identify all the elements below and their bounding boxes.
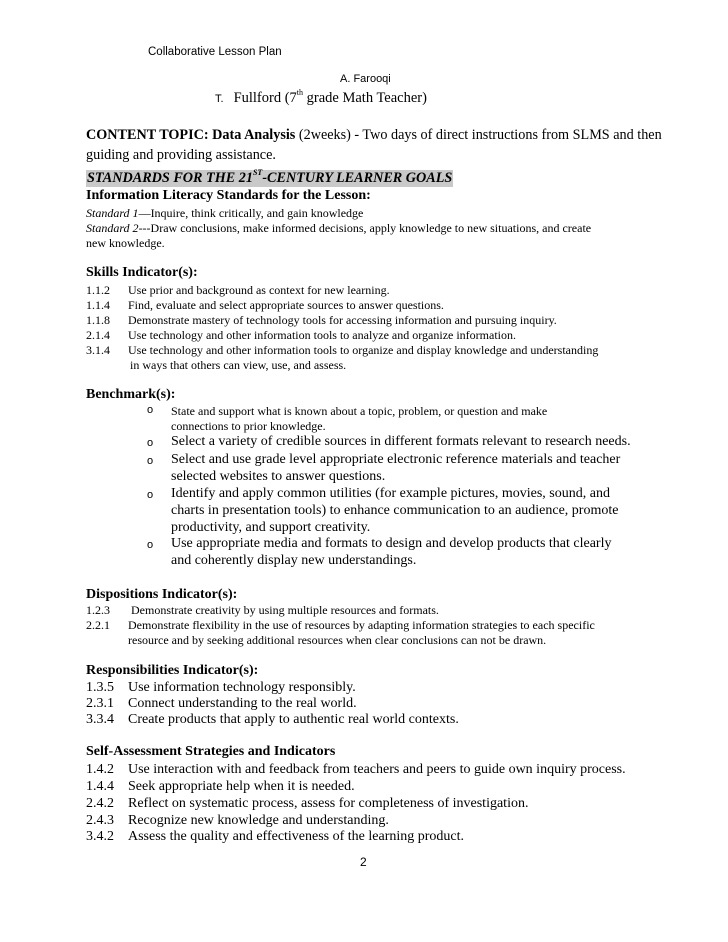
author-role: grade Math Teacher): [303, 90, 427, 106]
item-number: 1.4.2: [86, 762, 114, 777]
dispositions-heading: Dispositions Indicator(s):: [86, 587, 238, 602]
standard-1: [86, 206, 363, 221]
info-literacy-heading: Information Literacy Standards for the Lesson:: [86, 188, 371, 203]
author-name: Fullford (7: [233, 90, 297, 106]
list-item: [86, 696, 357, 712]
page-number: 2: [360, 855, 367, 869]
content-topic: [86, 125, 666, 165]
item-number: 2.2.1: [86, 618, 110, 632]
item-text: Demonstrate flexibility in the use of resources by adapting information strategies to each specific: [128, 618, 595, 632]
bullet-marker: o: [147, 489, 154, 501]
list-item: [86, 313, 557, 328]
item-text: Reflect on systematic process, assess for completeness of investigation.: [128, 796, 529, 811]
content-topic-text: (2weeks) - Two days of direct instructions from SLMS and then guiding and providing assistance.: [86, 127, 662, 163]
item-text: Use interaction with and feedback from teachers and peers to guide own inquiry process.: [128, 762, 626, 777]
self-assessment-heading: Self-Assessment Strategies and Indicators: [86, 744, 336, 759]
author-fullford: [215, 90, 427, 107]
responsibilities-heading: Responsibilities Indicator(s):: [86, 663, 259, 678]
benchmark-3: Select and use grade level appropriate electronic reference materials and teacher: [171, 452, 621, 467]
item-text: Use prior and background as context for new learning.: [128, 283, 390, 297]
list-item: [86, 343, 598, 358]
benchmark-4-cont: productivity, and support creativity.: [171, 520, 371, 535]
list-item: [86, 796, 528, 812]
standard-1-label: Standard 1: [86, 206, 139, 220]
item-number: 2.3.1: [86, 696, 114, 711]
item-text: Assess the quality and effectiveness of the learning product.: [128, 829, 465, 844]
skills-heading: Skills Indicator(s):: [86, 265, 198, 280]
item-text: Create products that apply to authentic real world contexts.: [128, 712, 459, 727]
benchmark-2: Select a variety of credible sources in different formats relevant to research needs.: [171, 434, 631, 449]
item-text: Demonstrate creativity by using multiple resources and formats.: [128, 603, 439, 617]
benchmark-4: Identify and apply common utilities (for example pictures, movies, sound, and: [171, 486, 610, 501]
item-number: 2.1.4: [86, 328, 110, 342]
bullet-marker: o: [147, 455, 154, 467]
item-number: 1.2.3: [86, 603, 110, 617]
benchmark-5: Use appropriate media and formats to design and develop products that clearly: [171, 536, 612, 551]
standard-2-cont: new knowledge.: [86, 236, 165, 250]
list-item: [86, 603, 439, 618]
item-text: Use technology and other information tools to analyze and organize information.: [128, 328, 517, 342]
standards-heading-pre: STANDARDS FOR THE 21: [87, 170, 253, 186]
standard-2-label: Standard 2: [86, 221, 139, 235]
bullet-marker: o: [147, 539, 154, 551]
item-text: Connect understanding to the real world.: [128, 696, 357, 711]
standard-1-text: —Inquire, think critically, and gain knowledge: [138, 206, 364, 220]
list-item: [86, 328, 516, 343]
item-number: 3.3.4: [86, 712, 114, 727]
item-number: 1.1.4: [86, 298, 110, 312]
item-text: Demonstrate mastery of technology tools for accessing information and pursuing inquiry.: [128, 313, 557, 327]
bullet-marker: o: [147, 437, 154, 449]
list-item: [86, 283, 390, 298]
standard-2-text: ---Draw conclusions, make informed decisions, apply knowledge to new situations, and create: [138, 221, 592, 235]
lesson-plan-title: Collaborative Lesson Plan: [148, 46, 282, 58]
list-item-cont: resource and by seeking additional resources when clear conclusions can not be drawn.: [128, 633, 547, 647]
standards-heading-post: -CENTURY LEARNER GOALS: [262, 170, 453, 186]
list-item: [86, 298, 444, 313]
list-item: [86, 779, 355, 795]
bullet-marker: o: [147, 404, 154, 416]
author-initial: T.: [215, 93, 224, 105]
standard-2: [86, 221, 591, 236]
benchmark-1: State and support what is known about a topic, problem, or question and make: [171, 404, 548, 418]
item-text: Recognize new knowledge and understanding.: [128, 813, 389, 828]
ordinal-sup: th: [296, 88, 304, 97]
item-number: 2.4.2: [86, 796, 114, 811]
list-item: [86, 712, 459, 728]
item-number: 1.1.8: [86, 313, 110, 327]
list-item: [86, 762, 626, 778]
author-farooqi: A. Farooqi: [340, 73, 391, 85]
benchmark-5-cont: and coherently display new understandings.: [171, 553, 417, 568]
list-item: [86, 618, 595, 633]
item-number: 3.1.4: [86, 343, 110, 357]
benchmark-3-cont: selected websites to answer questions.: [171, 469, 386, 484]
item-text: Seek appropriate help when it is needed.: [128, 779, 355, 794]
list-item: [86, 813, 389, 829]
benchmark-1-cont: connections to prior knowledge.: [171, 419, 326, 433]
item-number: 2.4.3: [86, 813, 114, 828]
benchmarks-heading: Benchmark(s):: [86, 387, 176, 402]
item-text: Find, evaluate and select appropriate sources to answer questions.: [128, 298, 444, 312]
item-text: Use technology and other information tools to organize and display knowledge and understanding: [128, 343, 599, 357]
item-number: 1.1.2: [86, 283, 110, 297]
standards-heading-sup: ST: [252, 168, 263, 177]
item-number: 3.4.2: [86, 829, 114, 844]
list-item: [86, 829, 464, 845]
list-item-cont: in ways that others can view, use, and assess.: [130, 358, 347, 372]
benchmark-4-cont: charts in presentation tools) to enhance communication to an audience, promote: [171, 503, 619, 518]
list-item: [86, 680, 356, 696]
standards-heading: [86, 170, 453, 187]
item-number: 1.4.4: [86, 779, 114, 794]
content-topic-label: CONTENT TOPIC: Data Analysis: [86, 127, 296, 143]
item-number: 1.3.5: [86, 680, 114, 695]
item-text: Use information technology responsibly.: [128, 680, 356, 695]
